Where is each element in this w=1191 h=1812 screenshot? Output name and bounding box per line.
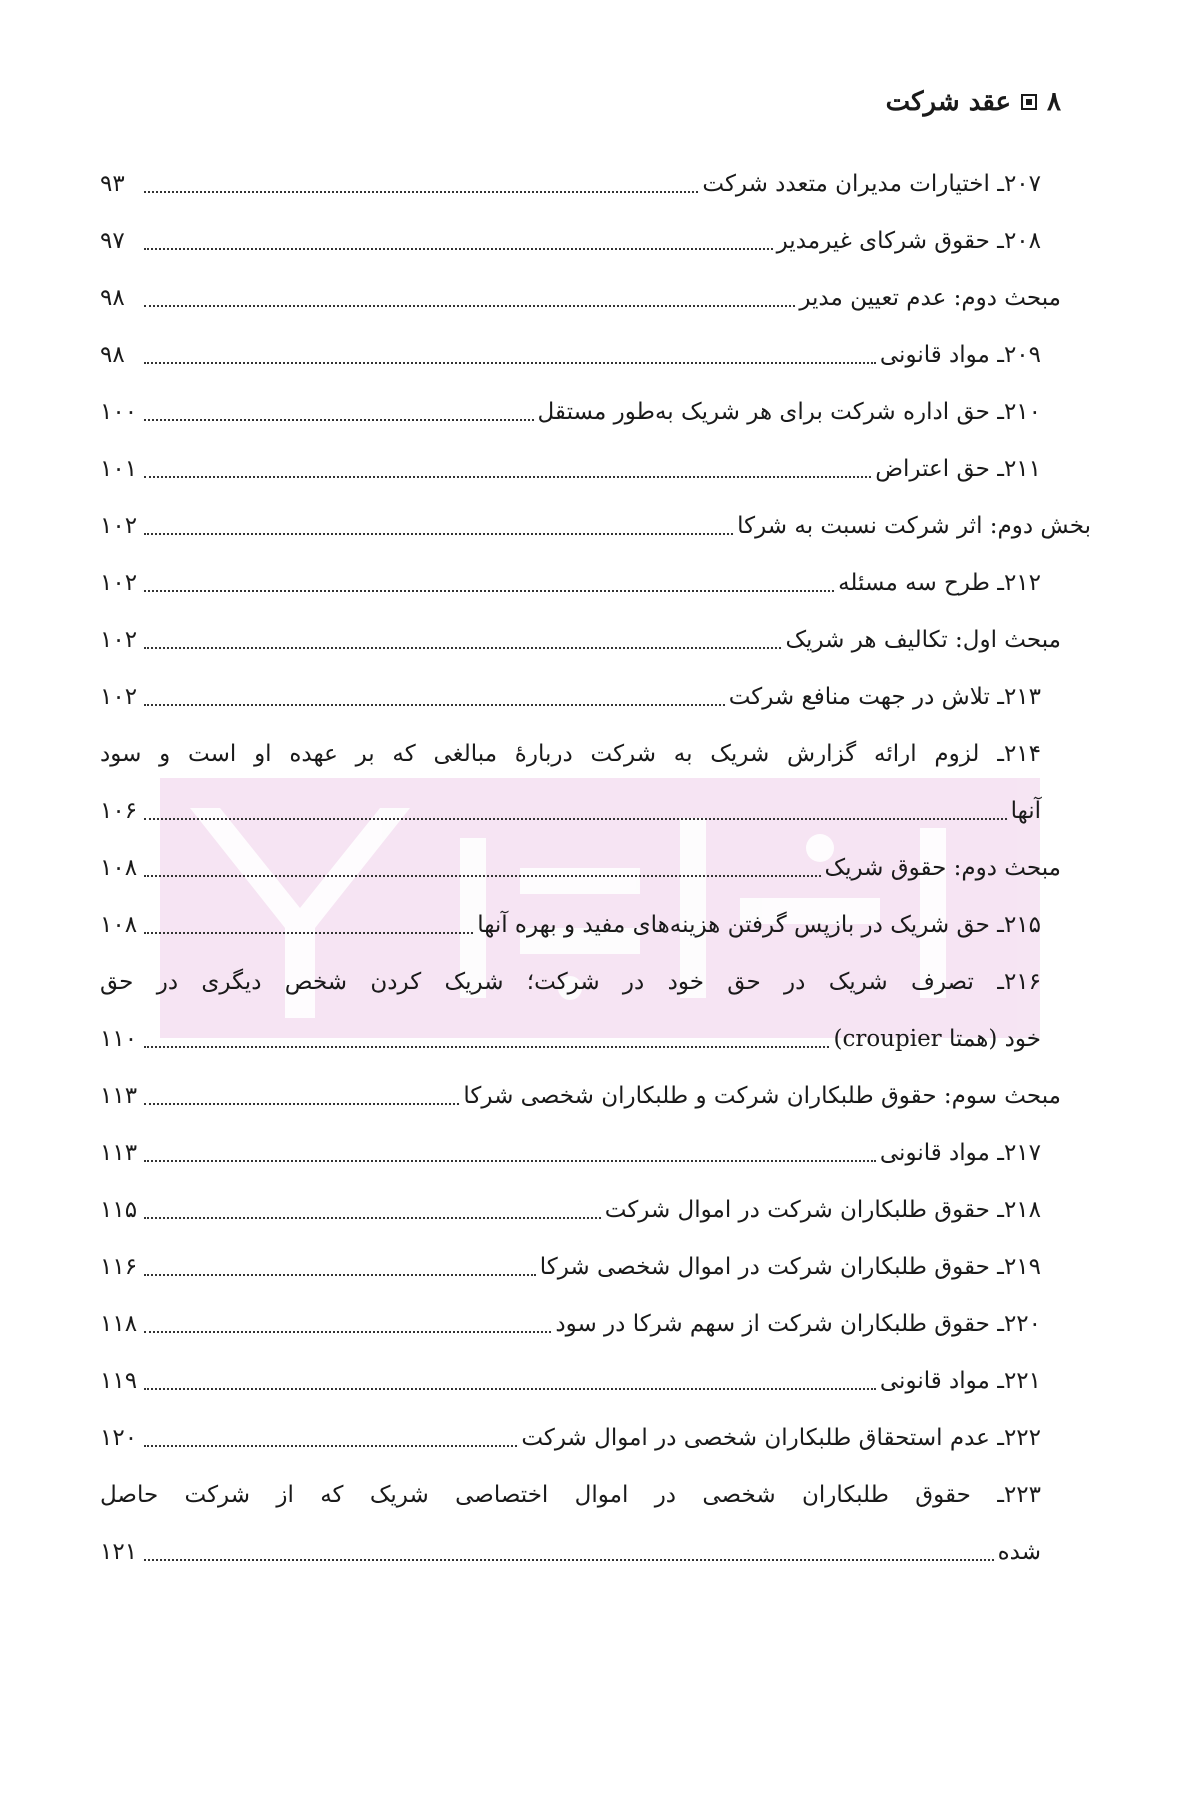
toc-page-number: ۱۰۸ bbox=[100, 911, 138, 938]
dot-leader bbox=[144, 305, 795, 307]
dot-leader bbox=[144, 419, 534, 421]
dot-leader bbox=[144, 1217, 601, 1219]
toc-entry-title: ۲۲۲ـ عدم استحقاق طلبکاران شخصی در اموال شرکت bbox=[521, 1424, 1041, 1451]
toc-page-number: ۹۸ bbox=[100, 341, 125, 368]
table-of-contents bbox=[100, 155, 1091, 1580]
toc-page-number: ۱۰۲ bbox=[100, 512, 138, 539]
toc-page-number: ۱۱۶ bbox=[100, 1253, 138, 1280]
toc-entry bbox=[100, 1067, 1091, 1124]
toc-entry-title: ۲۰۷ـ اختیارات مدیران متعدد شرکت bbox=[702, 170, 1041, 197]
toc-entry-title: مبحث دوم: عدم تعیین مدیر bbox=[799, 284, 1061, 311]
toc-entry bbox=[100, 383, 1091, 440]
toc-page-number: ۱۱۵ bbox=[100, 1196, 138, 1223]
dot-leader bbox=[144, 362, 876, 364]
toc-entry-title: ۲۲۳ـ حقوق طلبکاران شخصی در اموال اختصاصی شریک که از شرکت حاصل bbox=[100, 1481, 1041, 1508]
toc-entry-title: ۲۲۰ـ حقوق طلبکاران شرکت از سهم شرکا در سود bbox=[555, 1310, 1041, 1337]
toc-page-number: ۱۱۹ bbox=[100, 1367, 138, 1394]
dot-leader bbox=[144, 875, 821, 877]
toc-entry-title: ۲۱۱ـ حق اعتراض bbox=[875, 455, 1041, 482]
toc-entry-title: ۲۱۷ـ مواد قانونی bbox=[879, 1139, 1041, 1166]
toc-entry-title: ۲۱۸ـ حقوق طلبکاران شرکت در اموال شرکت bbox=[604, 1196, 1041, 1223]
toc-page-number: ۱۱۸ bbox=[100, 1310, 138, 1337]
dot-leader bbox=[144, 1559, 994, 1561]
dot-leader bbox=[144, 533, 733, 535]
toc-entry bbox=[100, 212, 1091, 269]
toc-entry bbox=[100, 440, 1091, 497]
dot-leader bbox=[144, 647, 781, 649]
toc-page-number: ۱۰۰ bbox=[100, 398, 138, 425]
toc-entry-title: ۲۰۹ـ مواد قانونی bbox=[879, 341, 1041, 368]
toc-page-number: ۱۲۰ bbox=[100, 1424, 138, 1451]
toc-entry bbox=[100, 1238, 1091, 1295]
toc-page-number: ۹۳ bbox=[100, 170, 125, 197]
toc-entry bbox=[100, 155, 1091, 212]
toc-page-number: ۱۰۸ bbox=[100, 854, 138, 881]
toc-entry-continuation bbox=[100, 1010, 1091, 1067]
toc-page-number: ۱۰۲ bbox=[100, 569, 138, 596]
dot-leader bbox=[144, 248, 773, 250]
toc-entry bbox=[100, 1181, 1091, 1238]
toc-entry bbox=[100, 725, 1091, 782]
toc-entry-title: ۲۱۰ـ حق اداره شرکت برای هر شریک به‌طور مستقل bbox=[537, 398, 1041, 425]
toc-entry bbox=[100, 611, 1091, 668]
toc-entry-title: مبحث سوم: حقوق طلبکاران شرکت و طلبکاران شخصی شرکا bbox=[463, 1082, 1061, 1109]
toc-entry-title: ۲۱۳ـ تلاش در جهت منافع شرکت bbox=[728, 683, 1041, 710]
toc-page-number: ۹۸ bbox=[100, 284, 125, 311]
toc-entry-continuation bbox=[100, 1523, 1091, 1580]
toc-entry bbox=[100, 497, 1091, 554]
toc-page-number: ۹۷ bbox=[100, 227, 125, 254]
toc-entry-title: ۲۲۱ـ مواد قانونی bbox=[879, 1367, 1041, 1394]
dot-leader bbox=[144, 1445, 517, 1447]
running-header bbox=[886, 82, 1061, 122]
toc-entry-title: ۲۱۵ـ حق شریک در بازپس گرفتن هزینه‌های مفید و بهره آنها bbox=[477, 911, 1041, 938]
dot-leader bbox=[144, 1388, 876, 1390]
dot-leader bbox=[144, 932, 473, 934]
toc-entry-continuation-text: خود (همتا croupier) bbox=[833, 1025, 1041, 1052]
toc-entry bbox=[100, 1466, 1091, 1523]
dot-leader bbox=[144, 1046, 829, 1048]
square-bullet-icon bbox=[1021, 94, 1037, 110]
toc-entry bbox=[100, 1295, 1091, 1352]
toc-entry-continuation-text: شده bbox=[997, 1538, 1041, 1565]
toc-entry-title: مبحث اول: تکالیف هر شریک bbox=[785, 626, 1061, 653]
toc-page-number: ۱۱۳ bbox=[100, 1082, 138, 1109]
toc-entry bbox=[100, 1352, 1091, 1409]
toc-entry-continuation-text: آنها bbox=[1010, 797, 1041, 824]
toc-entry-title: بخش دوم: اثر شرکت نسبت به شرکا bbox=[737, 512, 1091, 539]
toc-entry bbox=[100, 1124, 1091, 1181]
toc-entry-title: ۲۱۹ـ حقوق طلبکاران شرکت در اموال شخصی شرکا bbox=[539, 1253, 1041, 1280]
toc-entry bbox=[100, 1409, 1091, 1466]
dot-leader bbox=[144, 1160, 876, 1162]
toc-page-number: ۱۰۶ bbox=[100, 797, 138, 824]
toc-entry-continuation bbox=[100, 782, 1091, 839]
toc-page-number: ۱۲۱ bbox=[100, 1538, 138, 1565]
toc-entry-title: ۲۱۴ـ لزوم ارائه گزارش شریک به شرکت دربارهٔ مبالغی که بر عهده او است و سود bbox=[100, 740, 1041, 767]
toc-entry-title: مبحث دوم: حقوق شریک bbox=[824, 854, 1061, 881]
toc-page-number: ۱۰۱ bbox=[100, 455, 138, 482]
dot-leader bbox=[144, 590, 834, 592]
toc-page-number: ۱۰۲ bbox=[100, 626, 138, 653]
toc-page-number: ۱۱۳ bbox=[100, 1139, 138, 1166]
toc-entry bbox=[100, 326, 1091, 383]
toc-entry bbox=[100, 668, 1091, 725]
dot-leader bbox=[144, 1274, 536, 1276]
dot-leader bbox=[144, 1103, 459, 1105]
dot-leader bbox=[144, 1331, 551, 1333]
toc-entry-title: ۲۱۲ـ طرح سه مسئله bbox=[838, 569, 1041, 596]
toc-entry bbox=[100, 839, 1091, 896]
toc-page-number: ۱۰۲ bbox=[100, 683, 138, 710]
dot-leader bbox=[144, 476, 871, 478]
toc-entry bbox=[100, 554, 1091, 611]
toc-entry bbox=[100, 896, 1091, 953]
book-title: عقد شرکت bbox=[885, 87, 1012, 117]
dot-leader bbox=[144, 191, 698, 193]
toc-page-number: ۱۱۰ bbox=[100, 1025, 138, 1052]
dot-leader bbox=[144, 704, 725, 706]
toc-entry-title: ۲۰۸ـ حقوق شرکای غیرمدیر bbox=[776, 227, 1041, 254]
toc-entry-title: ۲۱۶ـ تصرف شریک در حق خود در شرکت؛ شریک کردن شخص دیگری در حق bbox=[100, 968, 1041, 995]
page-number: ۸ bbox=[1047, 87, 1061, 117]
toc-entry bbox=[100, 269, 1091, 326]
toc-entry bbox=[100, 953, 1091, 1010]
dot-leader bbox=[144, 818, 1007, 820]
